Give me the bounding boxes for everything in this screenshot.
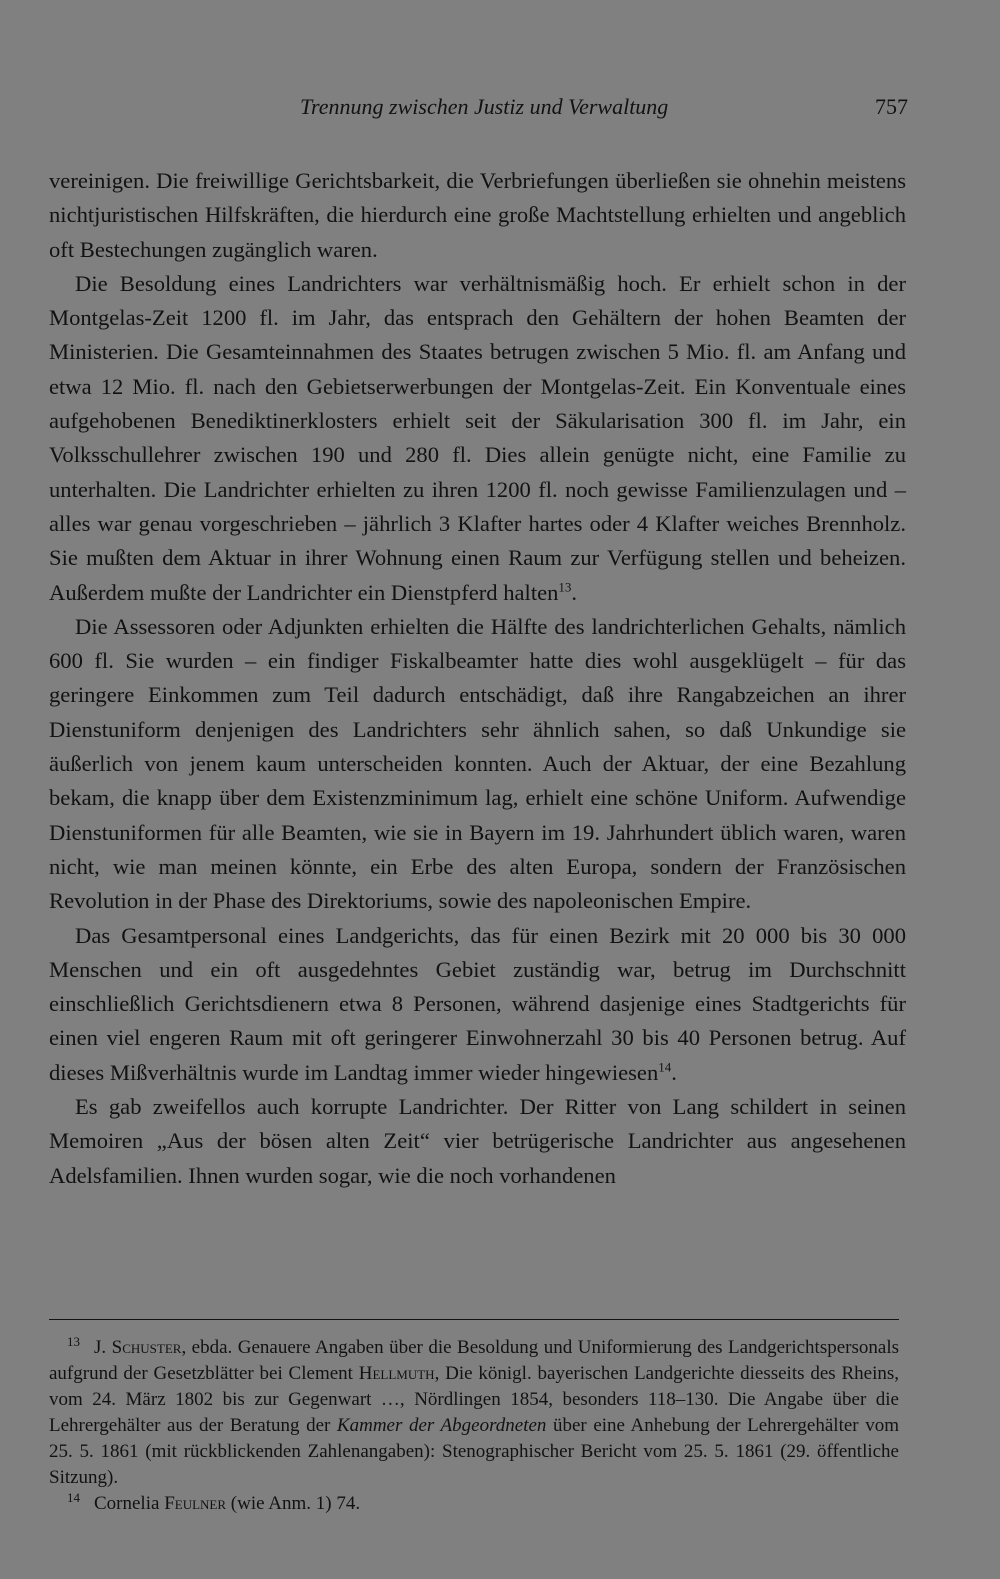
paragraph-1: vereinigen. Die freiwillige Gerichtsbarkeit, die Verbriefungen überließen sie ohnehin meistens nichtjuristischen Hilfskräften, die hierdurch eine große Machtstellung erhielten und angeblich oft Bestechungen zugänglich waren. xyxy=(49,168,906,262)
footnote-14-author: Feulner xyxy=(164,1493,227,1514)
paragraph-2 xyxy=(49,267,906,610)
footnote-13-part-d: über eine Anhebung der Lehrergehälter vom 25. 5. 1861 (mit rückblickenden Zahlenangaben): Stenographischer Bericht vom 25. 5. 1861 (29. öffentliche Sitzung). xyxy=(49,1415,899,1488)
footnote-14 xyxy=(49,1491,899,1517)
footnote-13-author-2: Hellmuth xyxy=(358,1363,435,1384)
footnote-ref-13[interactable]: 13 xyxy=(558,579,572,595)
footnote-14-mark: 14 xyxy=(67,1489,80,1505)
paragraph-2-text: Die Besoldung eines Landrichters war verhältnismäßig hoch. Er erhielt schon in der Montgelas-Zeit 1200 fl. im Jahr, das entsprach den Gehältern der hohen Beamten der Ministerien. Die Gesamteinnahmen des Staates betrugen zwischen 5 Mio. fl. am Anfang und etwa 12 Mio. fl. nach den Gebietserwerbungen der Montgelas-Zeit. Ein Konventuale eines aufgehobenen Benediktinerklosters erhielt seit der Säkularisation 300 fl. im Jahr, ein Volksschullehrer zwischen 190 und 280 fl. Dies allein genügte nicht, eine Familie zu unterhalten. Die Landrichter erhielten zu ihren 1200 fl. noch gewisse Familienzulagen und – alles war genau vorgeschrieben – jährlich 3 Klafter hartes oder 4 Klafter weiches Brennholz. Sie mußten dem Aktuar in ihrer Wohnung einen Raum zur Verfügung stellen und beheizen. Außerdem mußte der Landrichter ein Dienstpferd halten xyxy=(49,270,906,605)
paragraph-5: Es gab zweifellos auch korrupte Landrichter. Der Ritter von Lang schildert in seinen Memoiren „Aus der bösen alten Zeit“ vier betrügerische Landrichter aus angesehenen Adelsfamilien. Ihnen wurden sogar, wie die noch vorhandenen xyxy=(49,1094,906,1188)
page-number: 757 xyxy=(875,94,908,119)
paragraph-4 xyxy=(49,919,906,1090)
footnote-13 xyxy=(49,1335,899,1491)
paragraph-4-end: . xyxy=(671,1059,677,1085)
paragraph-4-text: Das Gesamtpersonal eines Landgerichts, das für einen Bezirk mit 20 000 bis 30 000 Menschen und ein oft ausgedehntes Gebiet zuständig war, betrug im Durchschnitt einschließlich Gerichtsdienern etwa 8 Personen, während dasjenige eines Stadtgerichts für einen viel engeren Raum mit oft geringerer Einwohnerzahl 30 bis 40 Personen betrug. Auf dieses Mißverhältnis wurde im Landtag immer wieder hingewiesen xyxy=(49,922,906,1085)
footnote-divider xyxy=(49,1319,899,1320)
footnote-ref-14[interactable]: 14 xyxy=(658,1059,672,1075)
footnote-13-mark: 13 xyxy=(67,1333,80,1349)
footnote-13-author: Schuster xyxy=(111,1337,182,1358)
footnote-13-part-a: J. xyxy=(94,1337,112,1358)
footnote-13-part-c: , Die königl. bayerischen Landgerichte diesseits des Rheins, vom 24. März 1802 bis zur Gegenwart …, Nördlingen 1854, besonders 118–130. Die Angabe über die Lehrergehälter aus der Beratung der xyxy=(49,1363,899,1436)
paragraph-3: Die Assessoren oder Adjunkten erhielten die Hälfte des landrichterlichen Gehalts, nämlich 600 fl. Sie wurden – ein findiger Fiskalbeamter hatte dies wohl ausgeklügelt – für das geringere Einkommen zum Teil dadurch entschädigt, daß ihre Rangabzeichen an ihrer Dienstuniform denjenigen des Landrichters sehr ähnlich sahen, so daß Unkundige sie äußerlich von jenem kaum unterscheiden konnten. Auch der Aktuar, der eine Bezahlung bekam, die knapp über dem Existenzminimum lag, erhielt eine schöne Uniform. Aufwendige Dienstuniformen für alle Beamten, wie sie in Bayern im 19. Jahrhundert üblich waren, waren nicht, wie man meinen könnte, ein Erbe des alten Europa, sondern der Französischen Revolution in der Phase des Direktoriums, sowie des napoleonischen Empire. xyxy=(49,613,906,914)
footnote-14-part-a: Cornelia xyxy=(94,1493,165,1514)
footnotes xyxy=(49,1335,899,1517)
main-text xyxy=(49,164,906,1193)
footnote-14-part-b: (wie Anm. 1) 74. xyxy=(226,1493,361,1514)
running-header-title: Trennung zwischen Justiz und Verwaltung xyxy=(300,94,669,119)
footnote-13-institution: Kammer der Abgeordneten xyxy=(336,1415,547,1436)
paragraph-2-end: . xyxy=(571,579,578,605)
footnote-13-part-b: , ebda. Genauere Angaben über die Besoldung und Uniformierung des Landgerichtspersonals aufgrund der Gesetzblätter bei Clement xyxy=(49,1337,899,1384)
